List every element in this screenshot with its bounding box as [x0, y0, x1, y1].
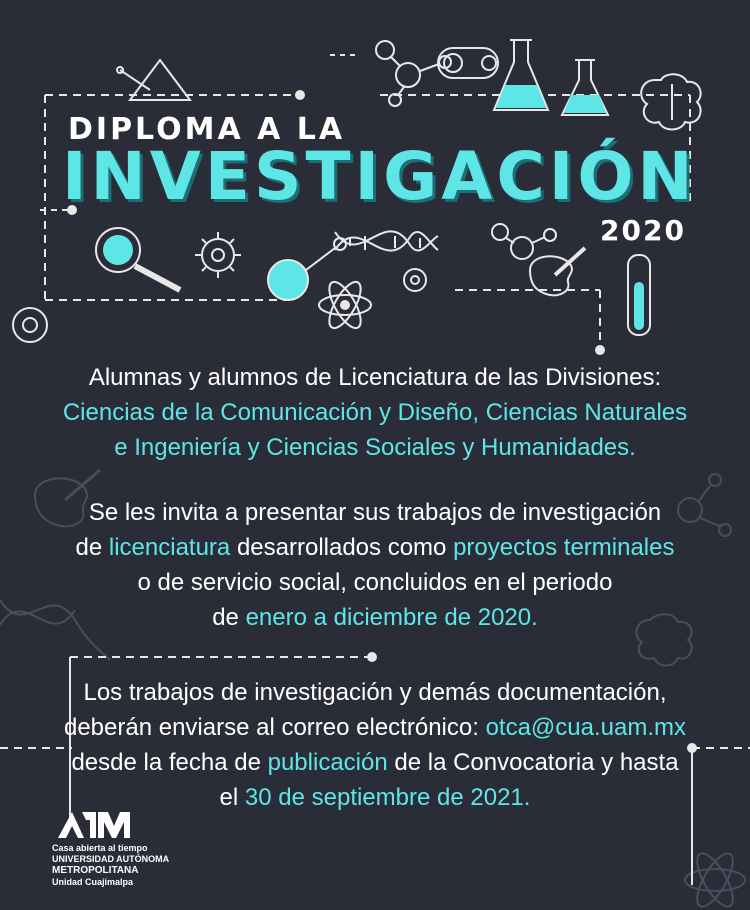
highlight-licenciatura: licenciatura: [108, 534, 231, 561]
text-span: el: [219, 784, 245, 811]
invitation-line-2: [0, 530, 750, 565]
palette-icon: [530, 248, 585, 295]
brain-icon: [641, 74, 700, 129]
molecule-node-icon: [268, 238, 346, 300]
text-span: desarrollados como: [230, 534, 454, 561]
text-span: deberán enviarse al correo electrónico:: [63, 714, 486, 741]
uam-logo: [52, 810, 182, 890]
title-line-1: DIPLOMA A LA: [68, 112, 346, 147]
invitation-line-1: Se les invita a presentar sus trabajos de investigación: [88, 499, 662, 526]
molecule-icon: [492, 224, 556, 259]
highlight-proyectos: proyectos terminales: [453, 534, 675, 561]
audience-line-1: Alumnas y alumnos de Licenciatura de las Divisiones:: [88, 364, 662, 391]
invitation-line-3: o de servicio social, concluidos en el periodo: [137, 569, 613, 596]
flask-icon: [494, 40, 548, 110]
text-span: de la Convocatoria y hasta: [387, 749, 679, 776]
audience-block: [0, 360, 750, 465]
title-line-2: INVESTIGACIÓN: [62, 138, 697, 215]
test-tube-icon: [628, 255, 650, 335]
highlight-deadline: 30 de septiembre de 2021.: [244, 784, 531, 811]
email-link[interactable]: otca@cua.uam.mx: [485, 714, 686, 741]
gear-chain-icon: [438, 48, 498, 78]
atom-icon: [319, 277, 371, 332]
uam-logo-mark: [58, 810, 134, 840]
submission-line-3: [0, 745, 750, 780]
invitation-line-4: [0, 600, 750, 635]
gear-icon: [195, 232, 241, 278]
logo-metropolitana: METROPOLITANA: [52, 865, 139, 876]
highlight-publicacion: publicación: [267, 749, 388, 776]
magnifier-icon: [96, 228, 180, 290]
gear-icon: [404, 269, 426, 291]
logo-unit: Unidad Cuajimalpa: [52, 877, 134, 887]
submission-line-2: [0, 710, 750, 745]
invitation-block: [0, 495, 750, 635]
submission-block: [0, 675, 750, 815]
flask-icon: [562, 60, 608, 115]
molecule-icon: [376, 41, 451, 106]
atom-icon: [685, 849, 745, 910]
title-year: 2020: [600, 214, 686, 247]
text-span: de: [75, 534, 109, 561]
highlight-period: enero a diciembre de 2020.: [245, 604, 538, 631]
text-span: de: [212, 604, 246, 631]
logo-university: UNIVERSIDAD AUTÓNOMA: [52, 854, 170, 864]
triangle-ruler-icon: [117, 60, 190, 100]
audience-line-3: e Ingeniería y Ciencias Sociales y Humanidades.: [114, 434, 636, 461]
audience-line-2: Ciencias de la Comunicación y Diseño, Ciencias Naturales: [62, 399, 688, 426]
text-span: desde la fecha de: [71, 749, 268, 776]
logo-tagline: Casa abierta al tiempo: [52, 843, 148, 853]
dna-icon: [335, 231, 438, 250]
submission-line-1: Los trabajos de investigación y demás documentación,: [83, 679, 667, 706]
gear-icon: [13, 308, 47, 342]
